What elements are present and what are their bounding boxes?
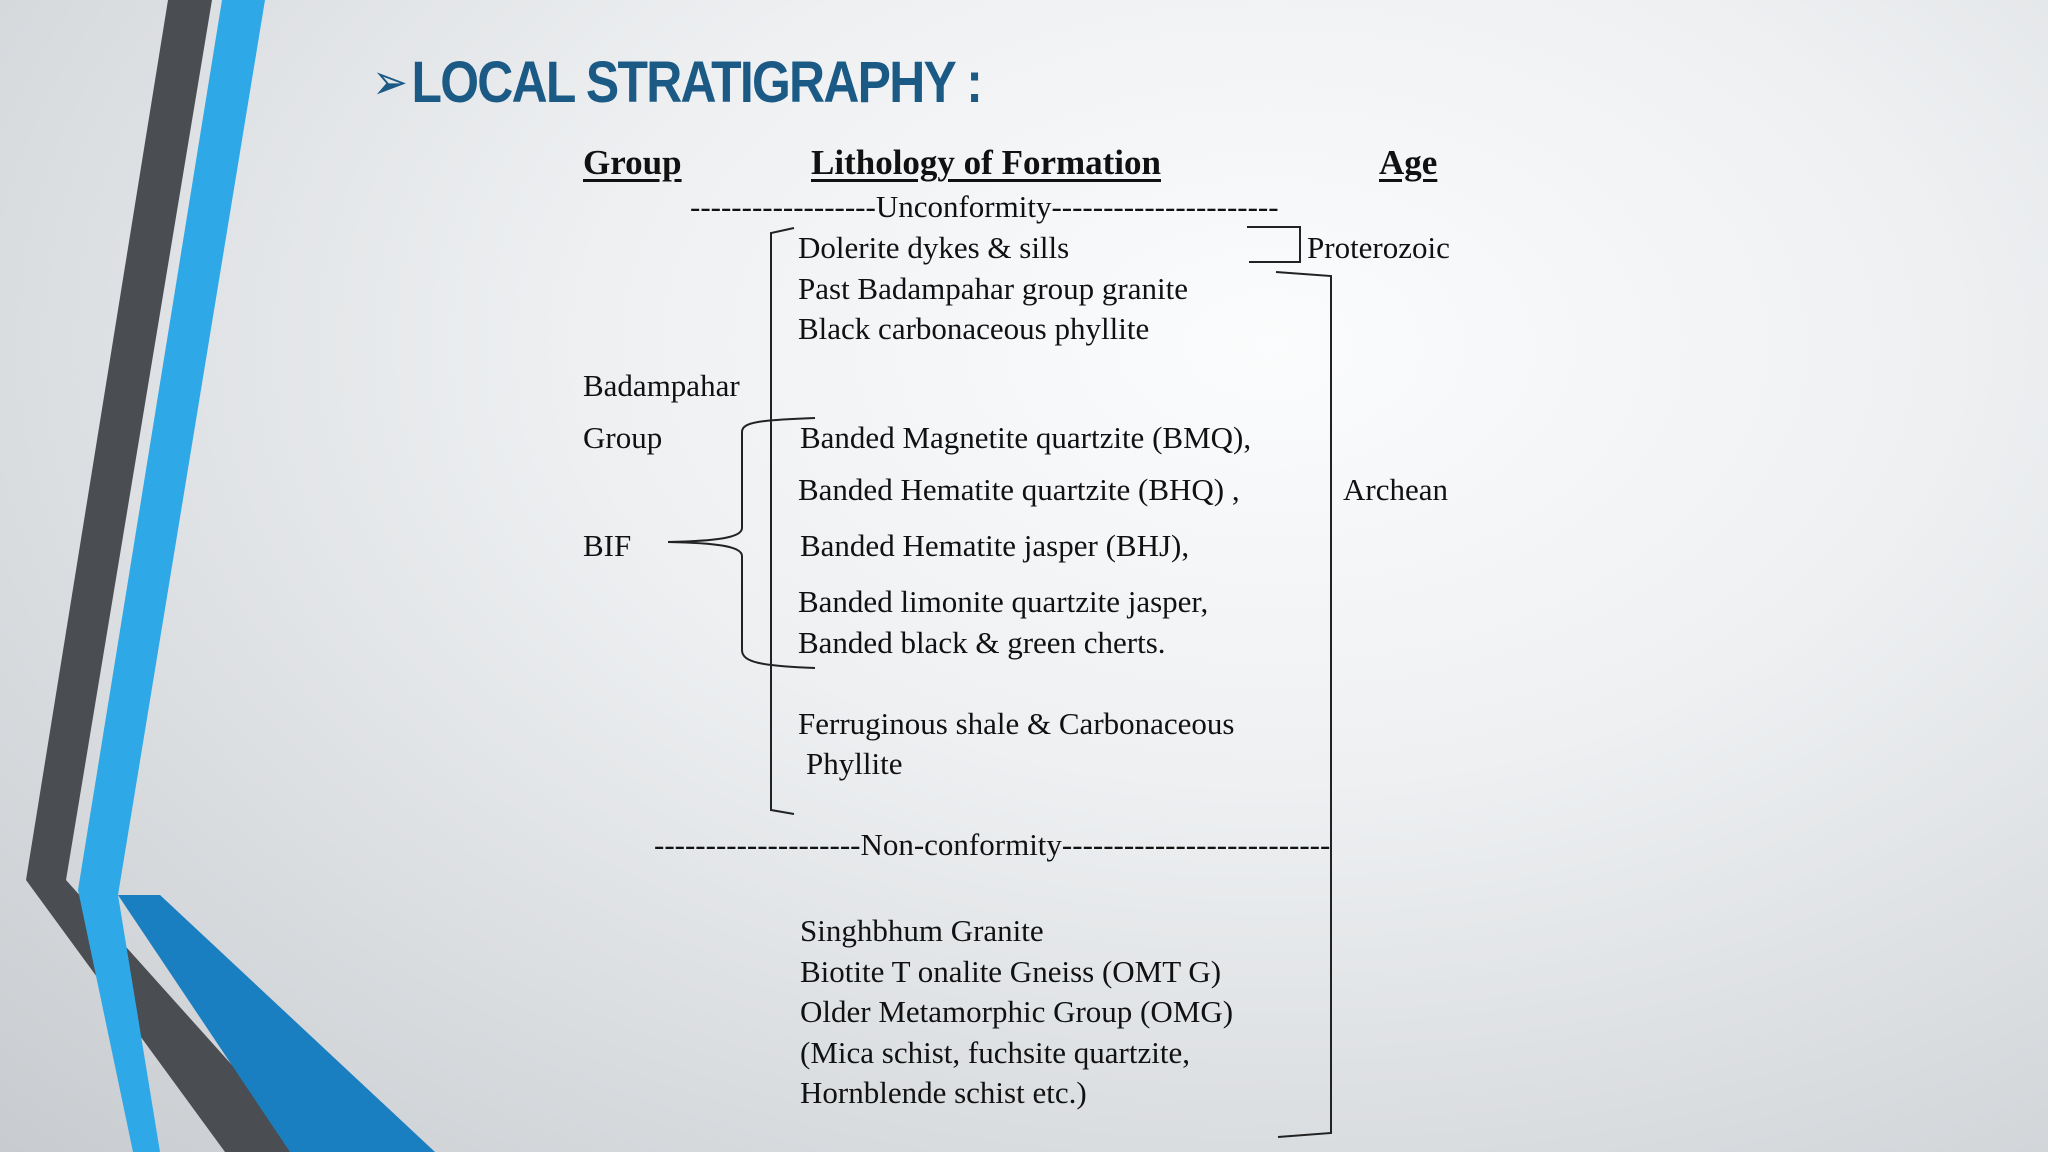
- lithology-cherts: Banded black & green cherts.: [798, 625, 1166, 660]
- age-proterozoic: Proterozoic: [1307, 230, 1450, 265]
- group-group: Group: [583, 420, 663, 455]
- basement-tonalite: Biotite T onalite Gneiss (OMT G): [800, 954, 1222, 989]
- lithology-bmq: Banded Magnetite quartzite (BMQ),: [800, 420, 1252, 455]
- lithology-limonite: Banded limonite quartzite jasper,: [798, 584, 1209, 619]
- slide-title: [372, 48, 981, 118]
- non-conformity-line: --------------------Non-conformity--------------------------: [654, 827, 1331, 862]
- group-badampahar: Badampahar: [583, 368, 740, 403]
- basement-singhbhum: Singhbhum Granite: [800, 913, 1044, 948]
- lithology-bhj: Banded Hematite jasper (BHJ),: [800, 528, 1190, 563]
- basement-omg: Older Metamorphic Group (OMG): [800, 994, 1234, 1029]
- lithology-phyllite: Phyllite: [806, 746, 903, 781]
- unconformity-line: ------------------Unconformity----------------------: [690, 189, 1279, 224]
- group-bif: BIF: [583, 528, 632, 563]
- lithology-ferruginous: Ferruginous shale & Carbonaceous: [798, 706, 1235, 741]
- age-archean: Archean: [1343, 472, 1448, 507]
- arrow-bullet-icon: ➢: [372, 54, 407, 110]
- basement-mica: (Mica schist, fuchsite quartzite,: [800, 1035, 1190, 1070]
- slide-title-text: LOCAL STRATIGRAPHY :: [411, 50, 982, 115]
- header-lithology: Lithology of Formation: [811, 143, 1161, 182]
- basement-hornblende: Hornblende schist etc.): [800, 1075, 1087, 1110]
- header-age: Age: [1379, 143, 1438, 182]
- header-group: Group: [583, 143, 682, 182]
- lithology-granite: Past Badampahar group granite: [798, 271, 1188, 306]
- lithology-black-phyllite: Black carbonaceous phyllite: [798, 311, 1150, 346]
- lithology-dolerite: Dolerite dykes & sills: [798, 230, 1070, 265]
- lithology-bhq: Banded Hematite quartzite (BHQ) ,: [798, 472, 1240, 507]
